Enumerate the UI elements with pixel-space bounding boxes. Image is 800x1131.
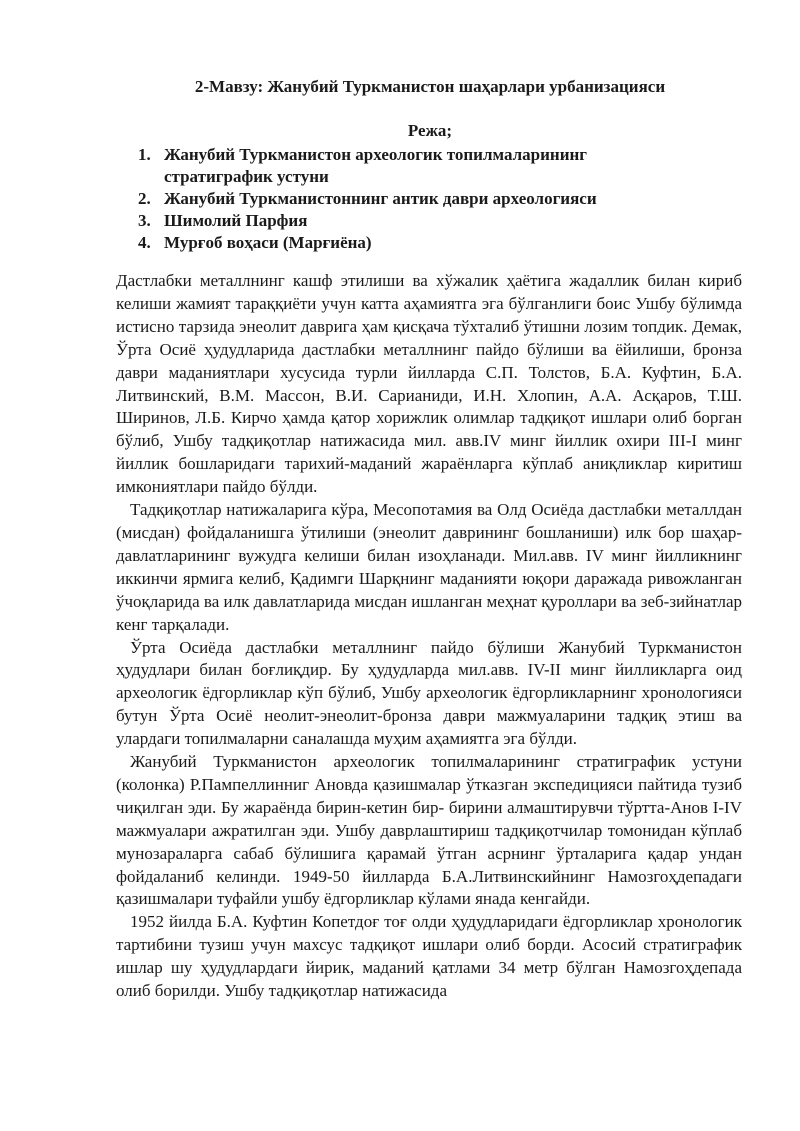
plan-item-text: Шимолий Парфия xyxy=(164,211,308,230)
plan-item-number: 4. xyxy=(138,233,151,252)
plan-item xyxy=(138,232,698,254)
body-paragraph: 1952 йилда Б.А. Куфтин Копетдоғ тоғ олди ҳудудларидаги ёдгорликлар хронологик тартибини тузиш учун махсус тадқиқот ишлари олиб борди. Асосий стратиграфик ишлар шу ҳудудлардаги йирик, маданий қатлами 34 метр бўлган Намозгоҳдепада олиб борилди. Ушбу тадқиқотлар натижасида xyxy=(116,912,742,1001)
plan-item-number: 2. xyxy=(138,189,151,208)
plan-item-text: Жанубий Туркманистоннинг антик даври археологияси xyxy=(164,189,597,208)
plan-item xyxy=(138,188,698,210)
plan-item xyxy=(138,144,698,188)
document-body xyxy=(116,270,742,1003)
plan-item-text: Мурғоб воҳаси (Марғиёна) xyxy=(164,233,372,252)
plan-heading: Режа; xyxy=(407,121,453,140)
body-paragraph: Дастлабки металлнинг кашф этилиши ва хўжалик ҳаётига жадаллик билан кириб келиши жамият тараққиёти учун катта аҳамиятга эга бўлганлиги боис Ушбу бўлимда истисно тарзида энеолит даврига ҳам қисқача тўхталиб ўтишни лозим топдик. Демак, Ўрта Осиё ҳудудларида дастлабки металлнинг пайдо бўлиши ва ёйилиши, бронза даври маданиятлари хусусида турли йилларда С.П. Толстов, Б.А. Куфтин, Б.А. Литвинский, В.М. Массон, В.И. Сарианиди, И.Н. Хлопин, А.А. Асқаров, Т.Ш. Ширинов, Л.Б. Кирчо ҳамда қатор хорижлик олимлар тадқиқот ишлари олиб борган бўлиб, Ушбу тадқиқотлар натижасида мил. авв.IV минг йиллик охири III-I минг йиллик бошларидаги тарихий-маданий жараёнларга кўплаб аниқликлар киритиш имкониятлари пайдо бўлди. xyxy=(116,271,742,497)
document-title: 2-Мавзу: Жанубий Туркманистон шаҳарлари урбанизацияси xyxy=(194,77,666,96)
plan-item-number: 1. xyxy=(138,145,151,164)
body-paragraph: Тадқиқотлар натижаларига кўра, Месопотамия ва Олд Осиёда дастлабки металлдан (мисдан) фойдаланишга ўтилиши (энеолит даврининг бошланиши) илк бор шаҳар-давлатларининг вужудга келиши билан изоҳланади. Мил.авв. IV минг йилликнинг иккинчи ярмига келиб, Қадимги Шарқнинг маданияти юқори даражада ривожланган ўчоқларида ва илк давлатларида мисдан ишланган меҳнат қуроллари ва зеб-зийнатлар кенг тарқалади. xyxy=(116,500,742,634)
plan-item-number: 3. xyxy=(138,211,151,230)
body-paragraph: Жанубий Туркманистон археологик топилмаларининг стратиграфик устуни (колонка) Р.Пампеллинниг Ановда қазишмалар ўтказган экспедицияси пайтида тузиб чиқилган эди. Бу жараёнда бирин-кетин бир- бирини алмаштирувчи тўртта-Анов I-IV мажмуалари ажратилган эди. Ушбу даврлаштириш тадқиқотчилар томонидан кўплаб мунозараларга сабаб бўлишига қарамай ўтган асрнинг ўрталарига қадар ундан фойдаланиб келинди. 1949-50 йилларда Б.А.Литвинскийнинг Намозгоҳдепадаги қазишмалари туфайли ушбу ёдгорликлар кўлами янада кенгайди. xyxy=(116,752,742,909)
plan-list xyxy=(138,144,698,254)
plan-item xyxy=(138,210,698,232)
plan-item-text: Жанубий Туркманистон археологик топилмаларининг стратиграфик устуни xyxy=(164,145,588,186)
body-paragraph: Ўрта Осиёда дастлабки металлнинг пайдо бўлиши Жанубий Туркманистон ҳудудлари билан боғлиқдир. Бу ҳудудларда мил.авв. IV-II минг йилликларга оид археологик ёдгорликлар кўп бўлиб, Ушбу археологик ёдгорликларнинг хронологияси бутун Ўрта Осиё неолит-энеолит-бронза даври мажмуаларини тадқиқ этиш ва улардаги топилмаларни саналашда муҳим аҳамиятга эга бўлди. xyxy=(116,637,742,749)
